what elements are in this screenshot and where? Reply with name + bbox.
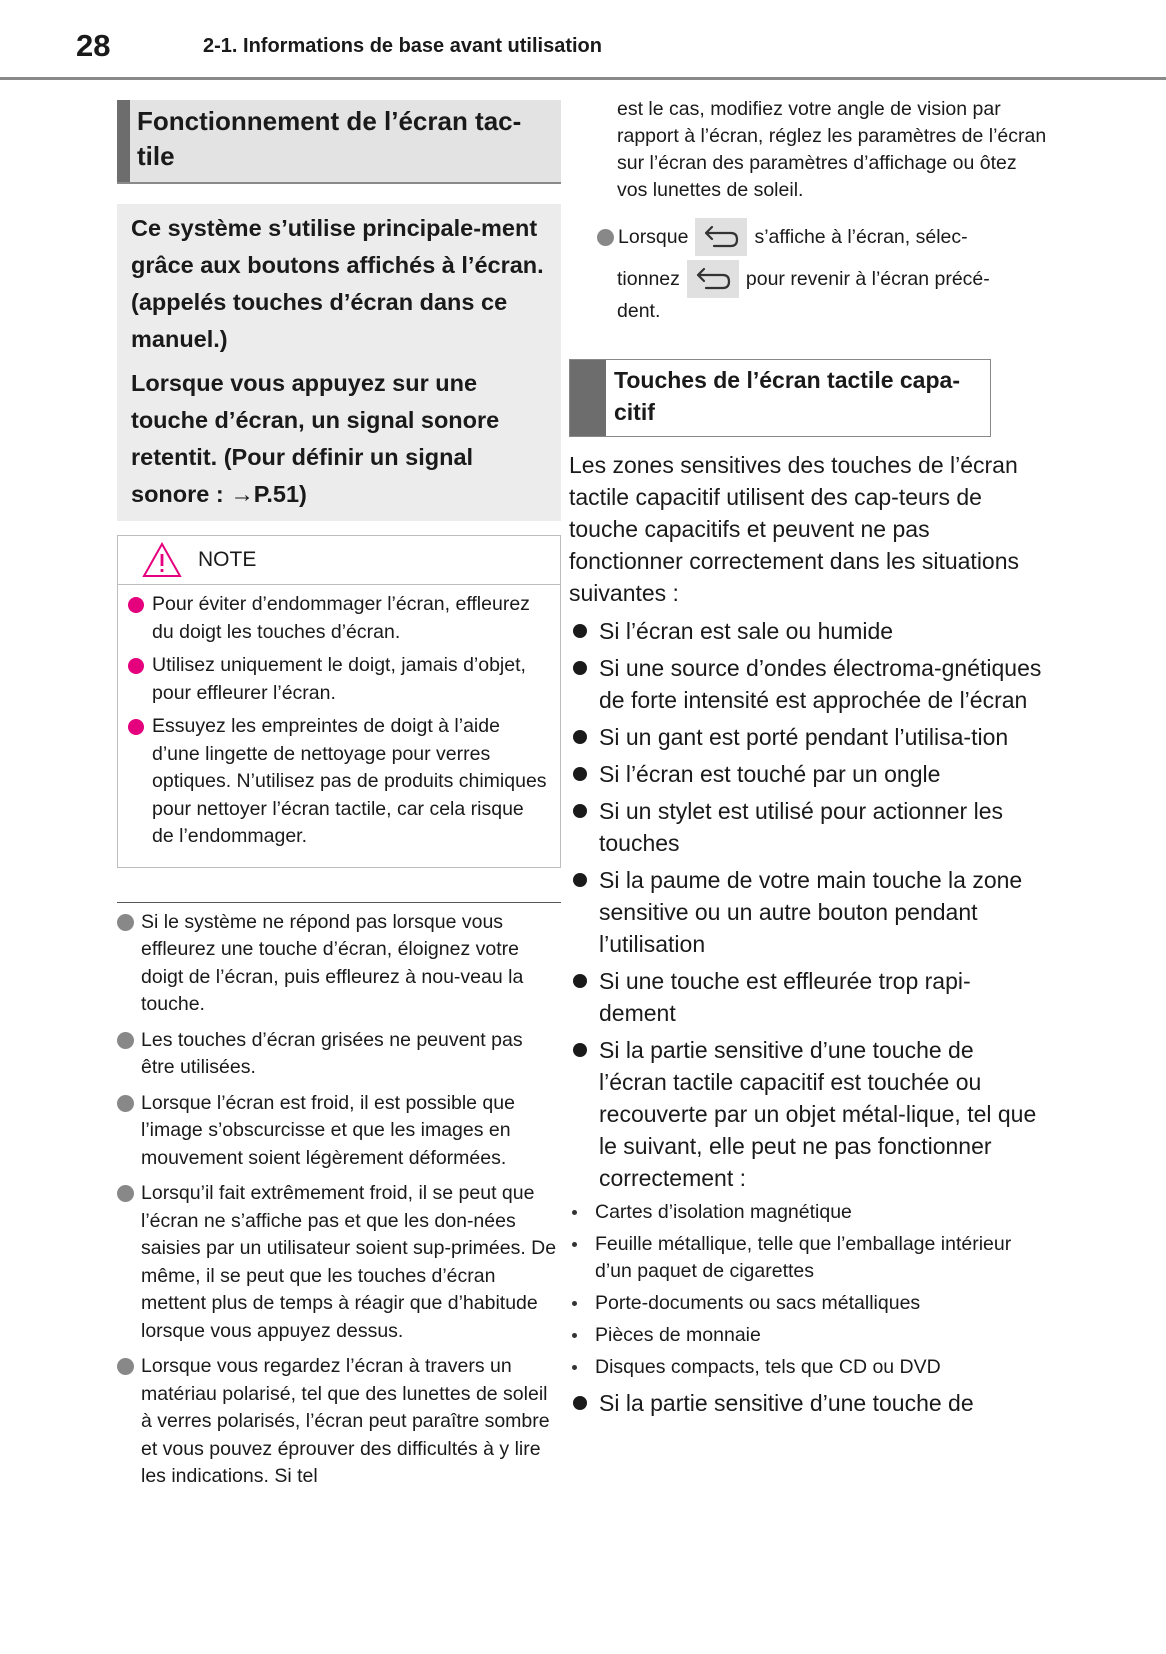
section-header: 2-1. Informations de base avant utilisation <box>203 35 602 57</box>
metal-object-text: Pièces de monnaie <box>595 1324 761 1346</box>
condition-item <box>569 795 1047 859</box>
small-bullet-icon <box>572 1333 577 1338</box>
bullet-icon <box>573 974 587 988</box>
bullet-icon <box>573 661 587 675</box>
section-heading-line: tile <box>137 141 175 171</box>
bullet-icon <box>573 624 587 638</box>
info-item-text: Lorsque l’écran est froid, il est possible que l’image s’obscurcisse et que les images en mouvement soient légèrement déformées. <box>141 1091 515 1169</box>
back-item-text: pour revenir à l’écran précé- <box>745 267 990 290</box>
condition-item <box>569 1034 1047 1194</box>
back-item-line <box>597 260 1047 298</box>
metal-object-item <box>569 1322 1047 1349</box>
note-header <box>118 536 560 585</box>
intro-box <box>117 204 561 521</box>
condition-text: Si un gant est porté pendant l’utilisa-tion <box>599 724 1009 750</box>
back-item-line <box>597 218 1047 256</box>
return-arrow-icon <box>693 266 733 292</box>
note-item <box>128 652 550 707</box>
back-item-text: dent. <box>617 300 661 322</box>
condition-item <box>569 758 1047 790</box>
info-item <box>117 1027 561 1082</box>
intro-paragraph: Ce système s’utilise principale-ment grâce aux boutons affichés à l’écran. (appelés touches d’écran dans ce manuel.) <box>131 215 544 352</box>
small-bullet-icon <box>572 1210 577 1215</box>
info-item-text: Les touches d’écran grisées ne peuvent pas être utilisées. <box>141 1028 523 1078</box>
info-item <box>117 1090 561 1173</box>
info-item-text: Lorsqu’il fait extrêmement froid, il se peut que l’écran ne s’affiche pas et que les don-nées saisies par un utilisateur soient sup-primées. De même, il se peut que les touches d’écran mettent plus de temps à réagir que d’habitude lorsque vous appuyez dessus. <box>141 1182 557 1342</box>
metal-object-item <box>569 1290 1047 1317</box>
condition-text: Si la paume de votre main touche la zone sensitive ou un autre bouton pendant l’utilisation <box>599 867 1023 957</box>
section-heading-touchscreen <box>117 100 561 184</box>
metal-object-item <box>569 1231 1047 1285</box>
metal-object-list <box>569 1199 1047 1381</box>
condition-text: Si un stylet est utilisé pour actionner les touches <box>599 798 1003 856</box>
note-box <box>117 535 561 868</box>
back-button-item <box>597 218 1047 325</box>
continued-text: est le cas, modifiez votre angle de vision par rapport à l’écran, réglez les paramètres de l’écran sur l’écran des paramètres d’affichage ou ôtez vos lunettes de soleil. <box>617 98 1047 201</box>
info-bullet-icon <box>117 1185 134 1202</box>
info-item-text: Lorsque vous regardez l’écran à travers un matériau polarisé, tel que des lunettes de soleil à verres polarisés, l’écran peut paraître sombre et vous pouvez éprouver des difficultés à y lire les indications. Si tel <box>141 1355 550 1487</box>
info-item <box>117 909 561 1019</box>
return-arrow-icon <box>701 224 741 250</box>
bullet-icon <box>573 873 587 887</box>
condition-text: Si la partie sensitive d’une touche de l’écran tactile capacitif est touchée ou recouverte par un objet métal-lique, tel que le suivant, elle peut ne pas fonctionner correctement : <box>599 1037 1037 1191</box>
metal-object-text: Cartes d’isolation magnétique <box>595 1201 852 1223</box>
back-item-text: tionnez <box>617 267 680 290</box>
info-bullet-icon <box>597 229 614 246</box>
bullet-icon <box>573 1396 587 1410</box>
bullet-icon <box>573 1043 587 1057</box>
header-divider <box>0 77 1166 80</box>
note-item <box>128 713 550 851</box>
small-bullet-icon <box>572 1301 577 1306</box>
page-number: 28 <box>76 28 111 63</box>
note-item-text: Utilisez uniquement le doigt, jamais d’objet, pour effleurer l’écran. <box>152 654 526 704</box>
condition-item <box>569 721 1047 753</box>
right-column <box>569 96 1047 1424</box>
info-bullet-icon <box>117 914 134 931</box>
info-divider <box>117 902 561 903</box>
note-bullet-icon <box>128 719 144 735</box>
metal-object-text: Feuille métallique, telle que l’emballage intérieur d’un paquet de cigarettes <box>595 1233 1012 1282</box>
section-heading-line: Fonctionnement de l’écran tac- <box>137 106 522 136</box>
capacitive-paragraph: Les zones sensitives des touches de l’écran tactile capacitif utilisent des cap-teurs de touche capacitifs et peuvent ne pas fonctionner correctement dans les situations suivantes : <box>569 452 1020 606</box>
bullet-icon <box>573 804 587 818</box>
warning-triangle-icon <box>142 542 182 578</box>
metal-object-item <box>569 1199 1047 1226</box>
condition-text: Si l’écran est touché par un ongle <box>599 761 941 787</box>
condition-text: Si l’écran est sale ou humide <box>599 618 894 644</box>
left-column <box>117 100 561 1499</box>
condition-item <box>569 965 1047 1029</box>
metal-object-item <box>569 1354 1047 1381</box>
back-button[interactable] <box>687 260 739 298</box>
note-item <box>128 591 550 646</box>
back-button[interactable] <box>695 218 747 256</box>
small-bullet-icon <box>572 1365 577 1370</box>
info-bullet-icon <box>117 1095 134 1112</box>
note-title: NOTE <box>198 548 257 571</box>
section-heading-text <box>570 360 990 436</box>
section-heading-capacitive <box>569 359 991 437</box>
condition-list <box>569 615 1047 1194</box>
metal-object-text: Disques compacts, tels que CD ou DVD <box>595 1356 941 1378</box>
note-body <box>118 585 560 867</box>
info-item <box>117 1180 561 1345</box>
small-bullet-icon <box>572 1242 577 1247</box>
condition-text: Si la partie sensitive d’une touche de <box>599 1390 974 1416</box>
back-item-text: Lorsque <box>618 225 689 248</box>
metal-object-text: Porte-documents ou sacs métalliques <box>595 1292 921 1314</box>
back-item-text: s’affiche à l’écran, sélec- <box>754 225 968 248</box>
bullet-icon <box>573 730 587 744</box>
note-bullet-icon <box>128 658 144 674</box>
note-item-text: Pour éviter d’endommager l’écran, effleurez du doigt les touches d’écran. <box>152 593 530 643</box>
note-item-text: Essuyez les empreintes de doigt à l’aide d’une lingette de nettoyage pour verres optiques. N’utilisez pas de produits chimiques pour nettoyer l’écran tactile, car cela risque de l’endommager. <box>152 715 547 847</box>
info-item <box>117 1353 561 1491</box>
condition-item <box>569 1387 1047 1419</box>
intro-paragraph: Lorsque vous appuyez sur une touche d’écran, un signal sonore retentit. (Pour définir un signal sonore : →P.51) <box>131 370 500 507</box>
condition-item <box>569 652 1047 716</box>
info-bullet-icon <box>117 1358 134 1375</box>
condition-text: Si une source d’ondes électroma-gnétiques de forte intensité est approchée de l’écran <box>599 655 1042 713</box>
condition-list-continued <box>569 1387 1047 1419</box>
info-bullet-icon <box>117 1032 134 1049</box>
note-bullet-icon <box>128 597 144 613</box>
section-heading-line: Touches de l’écran tactile capa- <box>614 367 960 393</box>
condition-text: Si une touche est effleurée trop rapi-dement <box>599 968 971 1026</box>
section-heading-bar <box>570 360 606 436</box>
section-heading-bar <box>117 100 130 182</box>
section-heading-text <box>117 100 561 182</box>
info-list <box>117 909 561 1491</box>
bullet-icon <box>573 767 587 781</box>
condition-item <box>569 864 1047 960</box>
section-heading-line: citif <box>614 399 655 425</box>
info-item-text: Si le système ne répond pas lorsque vous effleurez une touche d’écran, éloignez votre doigt de l’écran, puis effleurez à nou-veau la touche. <box>141 910 524 1015</box>
condition-item <box>569 615 1047 647</box>
